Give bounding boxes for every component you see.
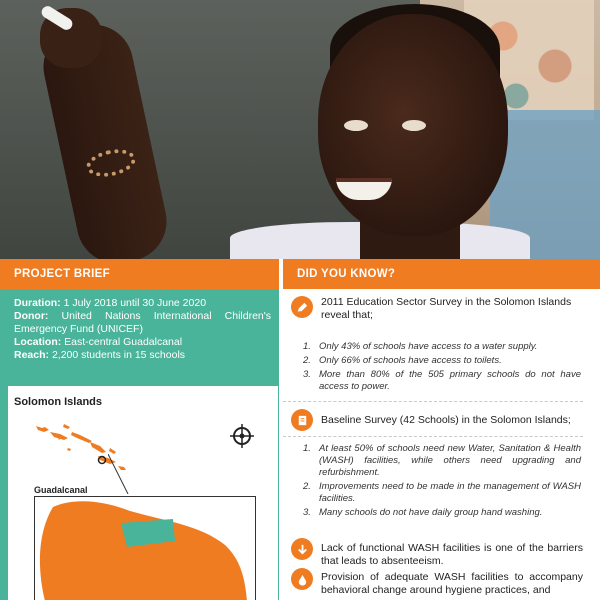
did-you-know-panel [283, 289, 600, 600]
duration-row [14, 297, 271, 310]
location-label: Location: [14, 336, 62, 348]
divider [283, 401, 583, 402]
divider [283, 436, 583, 437]
hero-photo [0, 0, 600, 259]
project-brief-panel [0, 289, 279, 380]
map-leader-line [108, 454, 148, 494]
book-icon [291, 409, 313, 431]
list-item: 2. Only 66% of schools have access to toilets. [303, 355, 502, 366]
student-eye-left [344, 120, 368, 131]
list-item: 3. Many schools do not have daily group hand washing. [303, 507, 543, 518]
arrow-down-icon [291, 538, 313, 560]
section-1-text: 2011 Education Sector Survey in the Solomon Islands reveal that; [321, 296, 572, 321]
reach-label: Reach: [14, 349, 50, 361]
list-item: 3. More than 80% of the 505 primary schools do not have access to power. [303, 369, 581, 392]
duration-label: Duration: [14, 297, 61, 309]
compass-icon [230, 424, 254, 448]
duration-value: 1 July 2018 until 30 June 2020 [63, 297, 207, 309]
section-1-list [303, 341, 581, 395]
list-item: 1. At least 50% of schools need new Water, Sanitation & Health (WASH) facilities, while others need upgrading and refurbishment. [303, 443, 581, 478]
list-item: 1. Only 43% of schools have access to a water supply. [303, 341, 538, 352]
guadalcanal-inset-map [34, 496, 256, 600]
guadalcanal-label: Guadalcanal [34, 485, 88, 495]
map-card [8, 386, 278, 600]
section-2-text: Baseline Survey (42 Schools) in the Solomon Islands; [321, 414, 571, 426]
section-2-list [303, 443, 581, 521]
reach-value: 2,200 students in 15 schools [51, 349, 186, 361]
map-title: Solomon Islands [14, 396, 103, 408]
donor-value: United Nations International Children's Emergency Fund (UNICEF) [14, 310, 271, 335]
section-4-text: Provision of adequate WASH facilities to accompany behavioral change around hygiene practices, and [321, 571, 583, 596]
water-drop-icon [291, 568, 313, 590]
guadalcanal-island-shape [35, 497, 256, 600]
list-item: 2. Improvements need to be made in the management of WASH facilities. [303, 481, 581, 504]
location-row [14, 336, 271, 349]
map-panel [0, 380, 279, 600]
location-value: East-central Guadalcanal [64, 336, 183, 348]
donor-label: Donor: [14, 310, 49, 322]
student-eye-right [402, 120, 426, 131]
did-you-know-header: DID YOU KNOW? [283, 259, 600, 289]
reach-row [14, 349, 271, 362]
project-brief-header: PROJECT BRIEF [0, 259, 279, 289]
donor-row [14, 310, 271, 336]
pencil-icon [291, 296, 313, 318]
section-3-text: Lack of functional WASH facilities is one of the barriers that leads to absenteeism. [321, 542, 583, 567]
